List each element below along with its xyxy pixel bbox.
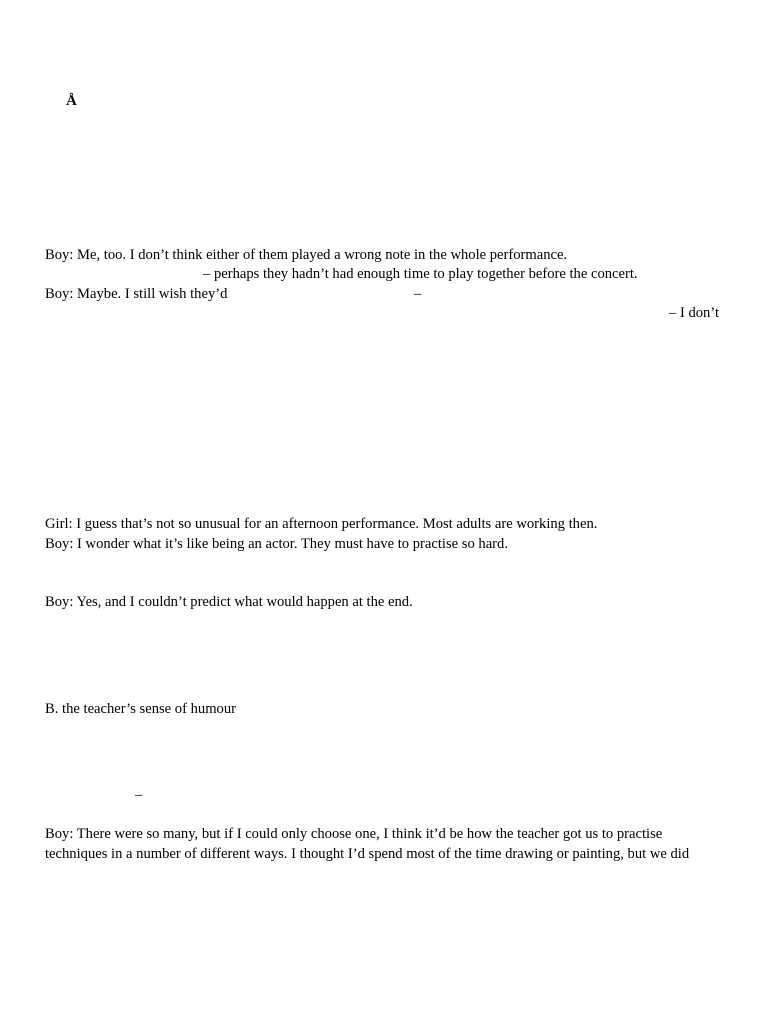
text-line: – perhaps they hadn’t had enough time to play together before the concert. [203, 266, 638, 282]
text-line: Girl: I guess that’s not so unusual for an afternoon performance. Most adults are working then. [45, 516, 598, 532]
text-line: Boy: Me, too. I don’t think either of them played a wrong note in the whole performance. [45, 247, 568, 263]
text-line: – I don’t [669, 305, 719, 321]
text-line: Boy: I wonder what it’s like being an actor. They must have to practise so hard. [45, 536, 508, 552]
text-line: techniques in a number of different ways. I thought I’d spend most of the time drawing or painting, but we did [45, 846, 690, 862]
top-mark: Å [66, 93, 77, 109]
text-line: Boy: Yes, and I couldn’t predict what would happen at the end. [45, 594, 413, 610]
option-b: B. the teacher’s sense of humour [45, 701, 237, 717]
text-line: Boy: There were so many, but if I could only choose one, I think it’d be how the teacher got us to practise [45, 826, 663, 842]
text-line: Boy: Maybe. I still wish they’d [45, 286, 228, 302]
dash-fragment: – [135, 787, 143, 803]
dash-fragment: – [414, 286, 422, 302]
